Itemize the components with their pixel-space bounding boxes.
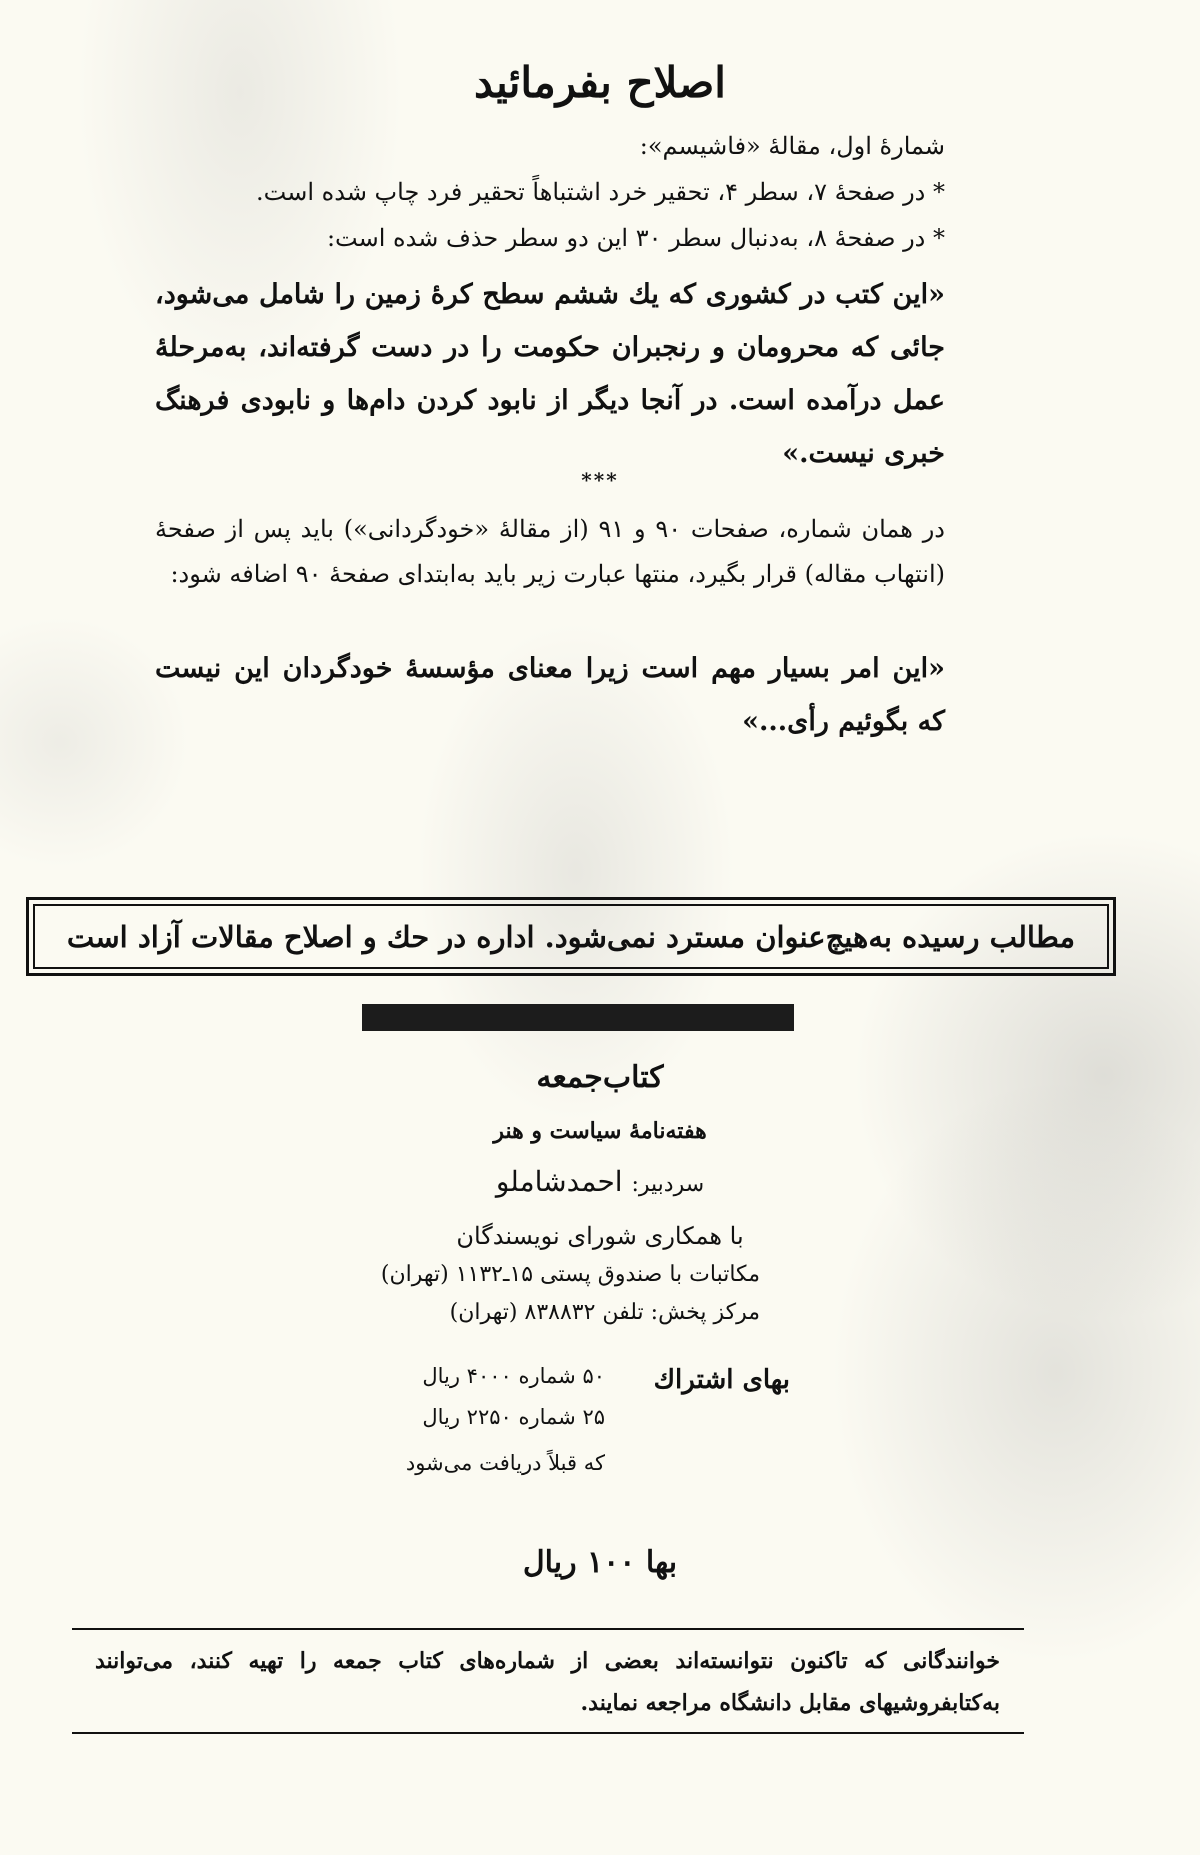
publication-subtitle: هفته‌نامهٔ سیاست و هنر bbox=[493, 1118, 707, 1144]
collaboration-line: با همکاری شورای نویسندگان bbox=[456, 1222, 744, 1250]
footer-top-rule bbox=[72, 1628, 1024, 1630]
correction-item-1: * در صفحهٔ ۷، سطر ۴، تحقیر خرد اشتباهاً تحقیر فرد چاپ شده است. bbox=[256, 178, 945, 206]
editor-line bbox=[0, 1165, 1200, 1198]
added-passage-quote: «این امر بسیار مهم است زیرا معنای مؤسسهٔ خودگردان این نیست که بگوئیم رأی...» bbox=[155, 653, 945, 737]
subscription-label: بهای اشتراك bbox=[653, 1365, 790, 1395]
issue-price: بها ۱۰۰ ریال bbox=[522, 1545, 678, 1580]
page-order-correction: در همان شماره، صفحات ۹۰ و ۹۱ (از مقالهٔ «خودگردانی») باید پس از صفحهٔ (انتهاب مقاله) قرار بگیرد، منتها عبارت زیر باید به‌ابتدای صفحهٔ ۹۰ اضافه شود: bbox=[155, 515, 945, 588]
submission-notice-inner-border bbox=[33, 904, 1109, 969]
correction-item-2: * در صفحهٔ ۸، به‌دنبال سطر ۳۰ این دو سطر حذف شده است: bbox=[326, 224, 945, 252]
submission-notice-box bbox=[26, 897, 1116, 976]
decorative-black-bar bbox=[362, 1004, 794, 1031]
publication-name: کتاب‌جمعه bbox=[536, 1060, 664, 1095]
editor-label: سردبیر: bbox=[631, 1172, 705, 1197]
errata-intro: شمارهٔ اول، مقالهٔ «فاشیسم»: bbox=[639, 132, 945, 160]
mail-address-line: مکاتبات با صندوق پستی ۱۵ـ۱۱۳۲ (تهران) bbox=[380, 1262, 760, 1287]
subscription-rate-25: ۲۵ شماره ۲۲۵۰ ریال bbox=[422, 1405, 605, 1429]
distribution-phone-line: مرکز پخش: تلفن ۸۳۸۸۳۲ (تهران) bbox=[449, 1300, 760, 1325]
section-separator: *** bbox=[581, 468, 619, 492]
footer-bottom-rule bbox=[72, 1732, 1024, 1734]
editor-name: احمدشاملو bbox=[495, 1165, 623, 1198]
omitted-passage-quote: «این کتب در کشوری که یك ششم سطح کرهٔ زمین را شامل می‌شود، جائی که محرومان و رنجبران حکومت را در دست گرفته‌اند، به‌مرحلهٔ عمل درآمده است. در آنجا دیگر از نابود کردن دام‌ها و نابودی فرهنگ خبری نیست.» bbox=[155, 279, 945, 469]
page-title: اصلاح بفرمائید bbox=[474, 58, 726, 107]
back-issues-note: خوانندگانی که تاکنون نتوانسته‌اند بعضی از شماره‌های کتاب جمعه را تهیه کنند، می‌توانند به‌کتابفروشیهای مقابل دانشگاه مراجعه نمایند. bbox=[95, 1648, 1000, 1716]
submission-notice-text: مطالب رسیده به‌هیچ‌عنوان مسترد نمی‌شود. اداره در حك و اصلاح مقالات آزاد است bbox=[66, 919, 1076, 954]
subscription-rate-50: ۵۰ شماره ۴۰۰۰ ریال bbox=[422, 1364, 605, 1388]
subscription-prepaid-note: که قبلاً دریافت می‌شود bbox=[405, 1451, 605, 1475]
